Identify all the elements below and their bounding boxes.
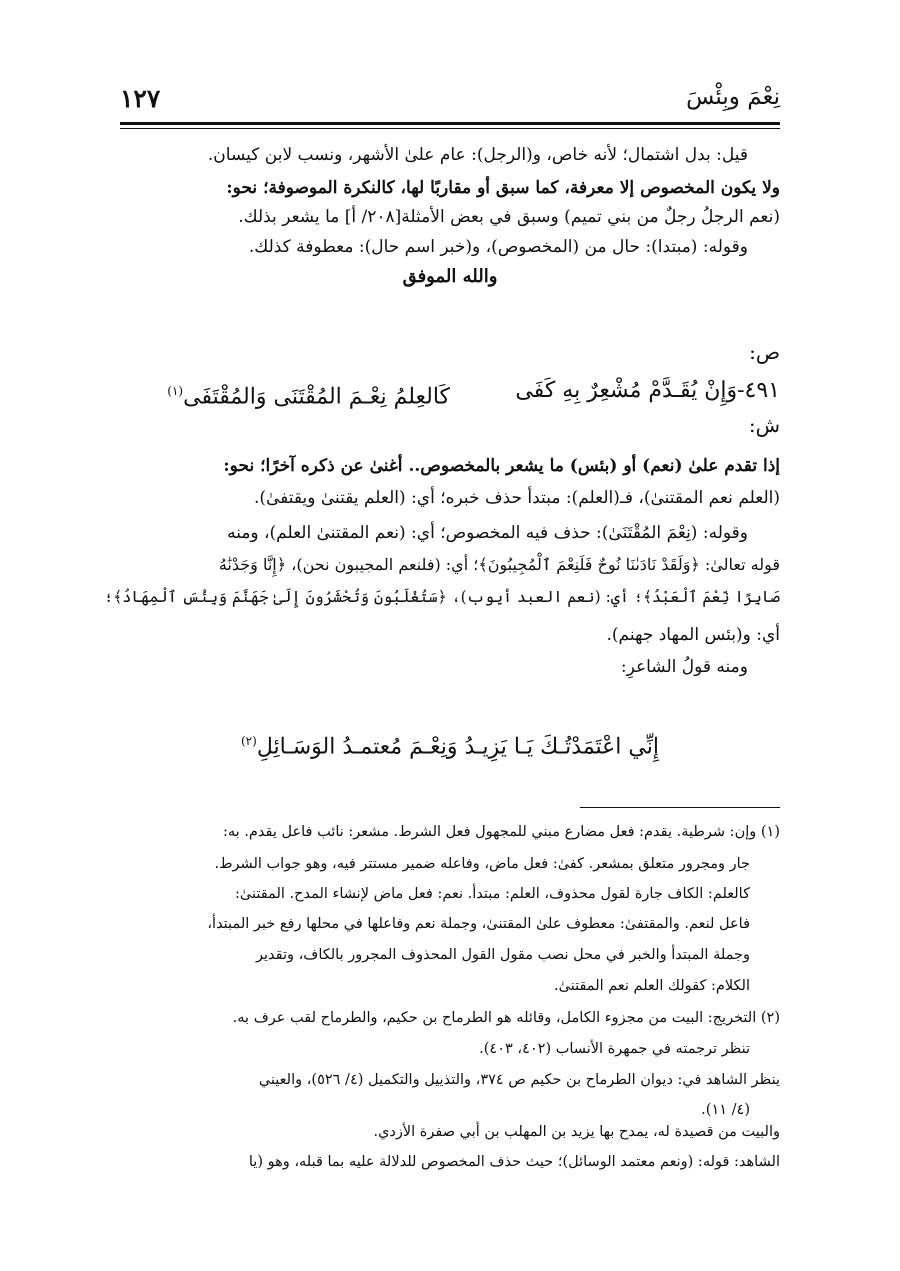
body-line: وقوله: (نِعْمَ المُقْتَنَىٰ): حذف فيه المخصوص؛ أي: (نعم المقتنىٰ العلم)، ومنه bbox=[227, 523, 748, 543]
footnote-2-line: والبيت من قصيدة له، يمدح بها يزيد بن المهلب بن أبي صفرة الأزدي. bbox=[373, 1124, 780, 1140]
shin-label: ش: bbox=[748, 413, 780, 437]
footnote-2-line: (٢) التخريج: البيت من مجزوء الكامل، وقائله هو الطرماح بن حكيم، والطرماح لقب عرف به. bbox=[232, 1010, 780, 1026]
running-title: نِعْمَ وبِئْسَ bbox=[686, 84, 780, 110]
footnote-separator bbox=[580, 807, 780, 808]
footnote-marker: (٢) bbox=[240, 734, 257, 748]
footnote-1-line: وجملة المبتدأ والخبر في محل نصب مقول القول المحذوف المجرور بالكاف، وتقدير bbox=[256, 947, 750, 963]
sad-label: ص: bbox=[749, 340, 780, 364]
body-line: وقوله: (مبتدا): حال من (المخصوص)، و(خبر اسم حال): معطوفة كذلك. bbox=[248, 237, 748, 257]
poem-line bbox=[120, 725, 780, 763]
page-number: ١٢٧ bbox=[120, 84, 161, 113]
body-line: (العلم نعم المقتنىٰ)، فـ(العلم): مبتدأ حذف خبره؛ أي: (العلم يقتنىٰ ويقتفىٰ). bbox=[253, 488, 780, 508]
footnote-1-line: كالعلم: الكاف جارة لقول محذوف، العلم: مبتدأ. نعم: فعل ماض لإنشاء المدح. المقتنىٰ: bbox=[235, 886, 750, 902]
verse-first-hemistich: ٤٩١-وَإِنْ يُقَـدَّمْ مُشْعِرٌ بِهِ كَفَى bbox=[515, 378, 780, 403]
body-line: أي: و(بئس المهاد جهنم). bbox=[606, 625, 780, 645]
footnote-2-line: (٤/ ١١). bbox=[701, 1102, 750, 1118]
footnote-1-line: (١) وإن: شرطية. يقدم: فعل مضارع مبني للمجهول فعل الشرط. مشعر: نائب فاعل يقدم. به: bbox=[223, 824, 780, 840]
body-line: (نعم الرجلُ رجلٌ من بني تميم) وسبق في بعض الأمثلة[٢٠٨/ أ] ما يشعر بذلك. bbox=[238, 207, 780, 227]
footnote-2-line: تنظر ترجمته في جمهرة الأنساب (٤٠٢، ٤٠٣). bbox=[479, 1041, 750, 1057]
page-header bbox=[120, 84, 780, 120]
footnote-1-line: جار ومجرور متعلق بمشعر. كفىٰ: فعل ماض، وفاعله ضمير مستتر فيه، وهو جواب الشرط. bbox=[214, 856, 750, 872]
footnote-2-line: ينظر الشاهد في: ديوان الطرماح بن حكيم ص ٣٧٤، والتذييل والتكميل (٤/ ٥٢٦)، والعيني bbox=[258, 1072, 780, 1088]
body-line: قيل: بدل اشتمال؛ لأنه خاص، و(الرجل): عام علىٰ الأشهر، ونسب لابن كيسان. bbox=[207, 145, 748, 165]
footnote-1-line: فاعل لنعم. والمقتفىٰ: معطوف علىٰ المقتنىٰ، وجملة نعم وفاعلها في محلها رفع خبر المبتدأ، bbox=[207, 916, 750, 932]
header-rule-thick bbox=[120, 122, 780, 125]
body-line: صَابِرًا نِّعْمَ ٱلْعَبْدُ﴾؛ أي: (نعم العبد أيوب)، ﴿سَتُغْلَبُونَ وَتُحْشَرُونَ إِلَىٰ جَهَنَّمَ وَبِئْسَ ٱلْمِهَادُ﴾؛ bbox=[104, 588, 780, 606]
footnote-marker: (١) bbox=[167, 384, 184, 398]
body-line: قوله تعالىٰ: ﴿وَلَقَدْ نَادَىٰنَا نُوحٌ فَلَنِعْمَ ٱلْمُجِيبُونَ﴾؛ أي: (فلنعم المجيبون نحن)، ﴿إِنَّا وَجَدْنَٰهُ bbox=[218, 555, 780, 574]
header-rule-thin bbox=[120, 128, 780, 129]
body-line: ولا يكون المخصوص إلا معرفة، كما سبق أو مقاربًا لها، كالنكرة الموصوفة؛ نحو: bbox=[226, 178, 780, 198]
poem-text: إِنِّي اعْتَمَدْتُـكَ يَـا يَزِيـدُ وَنِعْـمَ مُعتمـدُ الوَسَـائِلِ bbox=[256, 734, 659, 760]
verse-second-text: كَالعِلمُ نِعْـمَ المُقْتَنَى وَالمُقْتَفَى bbox=[183, 384, 450, 410]
footnote-1-line: الكلام: كقولك العلم نعم المقتنىٰ. bbox=[554, 978, 750, 994]
body-line: إذا تقدم علىٰ (نعم) أو (بئس) ما يشعر بالمخصوص.. أغنىٰ عن ذكره آخرًا؛ نحو: bbox=[223, 456, 780, 476]
footnote-2-line: الشاهد: قوله: (ونعم معتمد الوسائل)؛ حيث حذف المخصوص للدلالة عليه بما قبله، وهو (يا bbox=[248, 1154, 780, 1170]
closing-phrase: والله الموفق bbox=[402, 266, 498, 287]
body-line: ومنه قولُ الشاعرِ: bbox=[620, 657, 748, 677]
verse-second-hemistich bbox=[167, 375, 450, 413]
